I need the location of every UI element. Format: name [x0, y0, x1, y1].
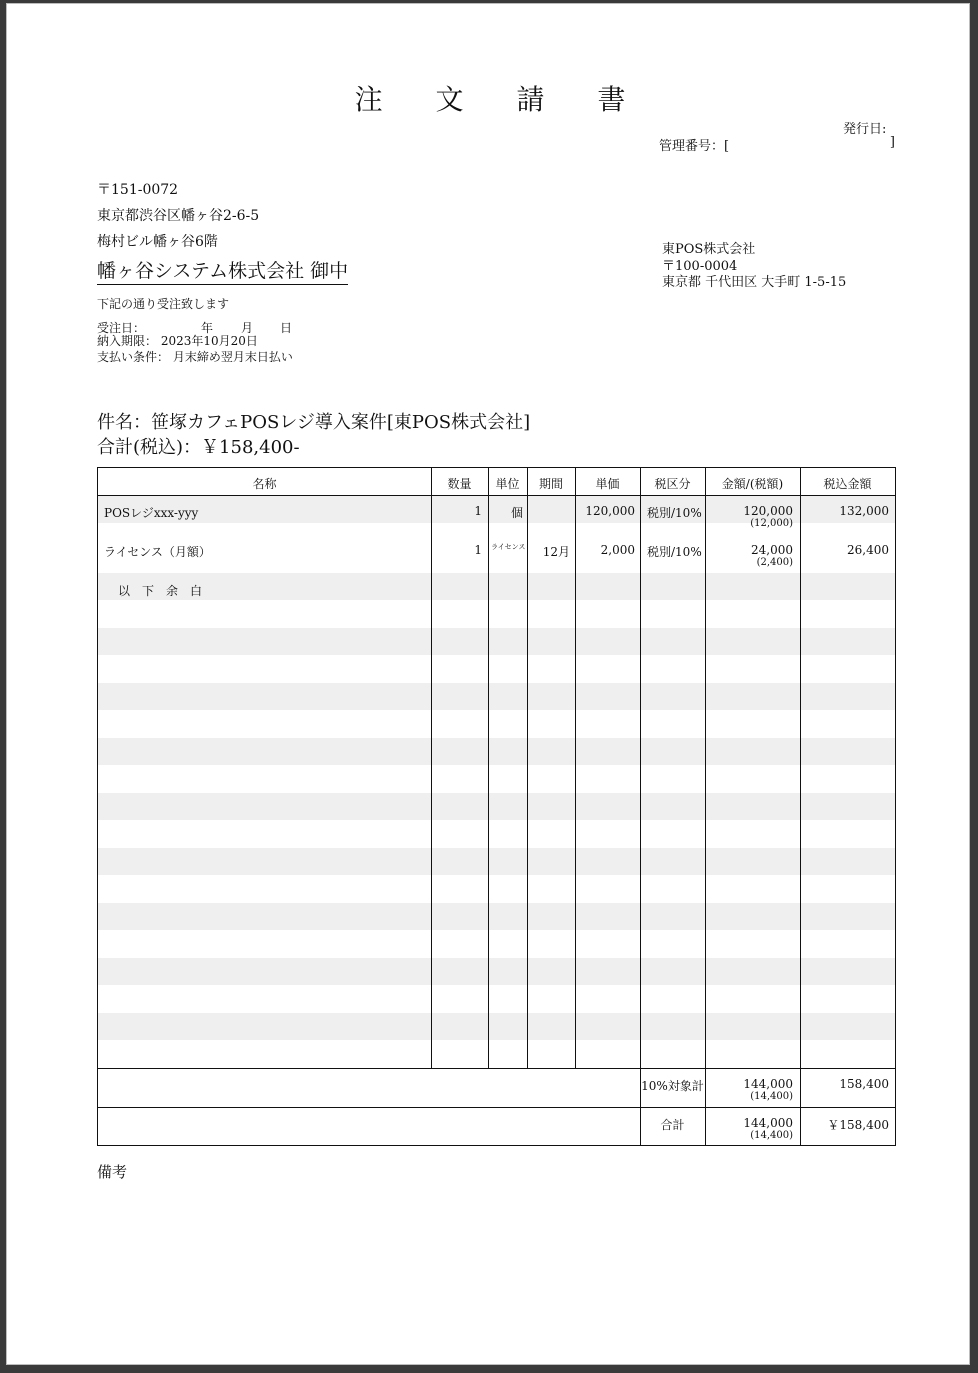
subject-name: 件名：笹塚カフェPOSレジ導入案件[東POS株式会社] — [97, 412, 531, 433]
summary-10pct-amount: 144,000 — [743, 1077, 793, 1091]
row-2-period: 12月 — [542, 545, 570, 559]
management-number — [659, 135, 895, 154]
document-title: 注 文 請 書 — [354, 83, 648, 116]
body-bottom-divider — [98, 1068, 895, 1069]
row-stripe — [98, 683, 895, 710]
header-unit-price: 単価 — [595, 477, 620, 491]
row-1-tax-class: 税別/10% — [647, 506, 702, 520]
row-stripe — [98, 1013, 895, 1040]
header-divider — [98, 495, 895, 496]
customer-address-2: 梅村ビル幡ヶ谷6階 — [97, 234, 218, 250]
summary-grand-total: ￥158,400 — [827, 1118, 889, 1132]
summary-10pct-label: 10%対象計 — [641, 1079, 704, 1093]
row-stripe — [98, 958, 895, 985]
row-stripe — [98, 848, 895, 875]
customer-postal: 〒151-0072 — [97, 182, 179, 198]
row-1-name: POSレジxxx-yyy — [104, 506, 199, 520]
blank-note: 以 下 余 白 — [118, 584, 203, 598]
row-2-total: 26,400 — [847, 543, 889, 557]
column-divider — [431, 468, 432, 1068]
management-number-label: 管理番号：[ — [659, 139, 730, 154]
row-stripe — [98, 628, 895, 655]
order-date-label: 受注日： — [97, 321, 146, 335]
vendor-postal: 〒100-0004 — [662, 259, 738, 274]
summary-10pct-tax: (14,400) — [750, 1091, 793, 1102]
order-date-year: 年 — [201, 321, 214, 335]
order-acknowledgement-page — [6, 3, 970, 1365]
row-2-tax: (2,400) — [756, 557, 793, 568]
line-items-table — [97, 467, 896, 1146]
header-amount-tax: 金額/(税額) — [721, 477, 784, 491]
row-stripe — [98, 573, 895, 600]
row-2-amount: 24,000 — [751, 543, 793, 557]
order-date-month: 月 — [241, 321, 254, 335]
payment-terms: 支払い条件： 月末締め翌月末日払い — [97, 350, 293, 364]
vendor-address: 東京都 千代田区 大手町 1-5-15 — [662, 275, 847, 290]
column-divider — [800, 468, 801, 1145]
subject-total: 合計(税込)：￥158,400- — [97, 437, 300, 458]
row-2-quantity: 1 — [474, 543, 482, 557]
management-number-close: ] — [889, 135, 895, 150]
summary-grand-amount: 144,000 — [743, 1116, 793, 1130]
row-stripe — [98, 793, 895, 820]
header-period: 期間 — [538, 477, 563, 491]
row-2-name: ライセンス（月額） — [104, 545, 211, 559]
row-1-amount: 120,000 — [743, 504, 793, 518]
column-divider — [705, 468, 706, 1145]
issue-date-label: 発行日: — [843, 122, 887, 137]
row-2-unit-price: 2,000 — [600, 543, 635, 557]
row-1-unit: 個 — [510, 506, 523, 520]
column-divider — [488, 468, 489, 1068]
summary-grand-tax: (14,400) — [750, 1130, 793, 1141]
row-1-unit-price: 120,000 — [585, 504, 635, 518]
header-quantity: 数量 — [447, 477, 472, 491]
row-1-quantity: 1 — [474, 504, 482, 518]
summary-10pct-total: 158,400 — [839, 1077, 889, 1091]
vendor-name: 東POS株式会社 — [662, 242, 756, 257]
row-2-tax-class: 税別/10% — [647, 545, 702, 559]
summary-grand-label: 合計 — [660, 1118, 685, 1132]
header-tax-class: 税区分 — [654, 477, 691, 491]
row-stripe — [98, 903, 895, 930]
row-stripe — [98, 738, 895, 765]
row-1-total: 132,000 — [839, 504, 889, 518]
customer-name: 幡ヶ谷システム株式会社 御中 — [97, 256, 348, 285]
column-divider — [575, 468, 576, 1068]
row-2-unit: ライセンス — [491, 543, 526, 551]
order-date-day: 日 — [280, 321, 293, 335]
customer-address-1: 東京都渋谷区幡ヶ谷2-6-5 — [97, 208, 260, 224]
header-total-incl-tax: 税込金額 — [823, 477, 872, 491]
notice-text: 下記の通り受注致します — [97, 297, 230, 311]
column-divider — [640, 468, 641, 1145]
row-1-tax: (12,000) — [750, 518, 793, 529]
delivery-deadline: 納入期限： 2023年10月20日 — [97, 334, 258, 348]
summary-divider — [98, 1107, 895, 1108]
remarks-label: 備考 — [97, 1163, 128, 1181]
header-name: 名称 — [252, 477, 277, 491]
header-unit: 単位 — [495, 477, 520, 491]
